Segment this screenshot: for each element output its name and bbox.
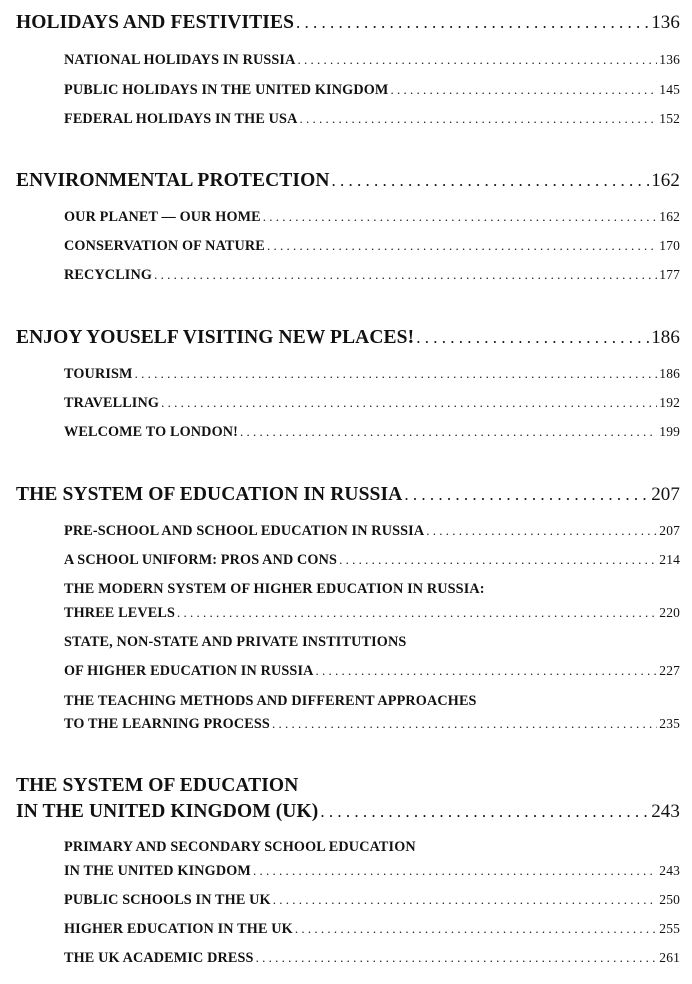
page-number: 243 (659, 863, 680, 878)
entry-title-line1[interactable]: STATE, NON-STATE AND PRIVATE INSTITUTIONS (64, 634, 407, 650)
page-number: 186 (651, 327, 680, 348)
chapter-title: HOLIDAYS AND FESTIVITIES (16, 12, 295, 33)
dot-leader (390, 82, 657, 98)
toc-entry[interactable] (64, 523, 680, 540)
dot-leader (154, 267, 657, 283)
dot-leader (296, 13, 649, 33)
page-number: 170 (659, 238, 680, 253)
entry-title: PUBLIC HOLIDAYS IN THE UNITED KINGDOM (64, 82, 389, 98)
toc-entry[interactable] (64, 950, 680, 967)
chapter-title: IN THE UNITED KINGDOM (UK) (16, 801, 319, 822)
page-number: 152 (659, 111, 680, 126)
chapter-title: ENJOY YOUSELF VISITING NEW PLACES! (16, 327, 415, 348)
toc-entry[interactable] (64, 424, 680, 441)
page-number: 136 (651, 12, 680, 33)
dot-leader (272, 716, 657, 732)
page-number: 207 (659, 523, 680, 538)
toc-chapter-entry[interactable] (16, 484, 680, 506)
entry-title: IN THE UNITED KINGDOM (64, 863, 251, 879)
dot-leader (273, 892, 658, 908)
page-number: 235 (659, 716, 680, 731)
entry-title: PRE-SCHOOL AND SCHOOL EDUCATION IN RUSSIA (64, 523, 425, 539)
toc-chapter-entry[interactable] (16, 801, 680, 823)
page-number: 255 (659, 921, 680, 936)
toc-entry[interactable] (64, 716, 680, 733)
dot-leader (161, 395, 657, 411)
toc-entry[interactable] (64, 82, 680, 99)
dot-leader (177, 605, 657, 621)
entry-title: WELCOME TO LONDON! (64, 424, 239, 440)
page-number: 220 (659, 605, 680, 620)
dot-leader (426, 523, 657, 539)
entry-title-line1[interactable]: PRIMARY AND SECONDARY SCHOOL EDUCATION (64, 839, 416, 855)
dot-leader (332, 171, 650, 191)
dot-leader (298, 52, 658, 68)
toc-entry[interactable] (64, 111, 680, 128)
entry-title-line1[interactable]: THE MODERN SYSTEM OF HIGHER EDUCATION IN RUSSIA: (64, 581, 485, 597)
dot-leader (416, 328, 649, 348)
dot-leader (267, 238, 657, 254)
entry-title-line1[interactable]: THE TEACHING METHODS AND DIFFERENT APPROACHES (64, 693, 477, 709)
dot-leader (263, 209, 658, 225)
toc-entry[interactable] (64, 663, 680, 680)
page-number: 199 (659, 424, 680, 439)
page-number: 261 (659, 950, 680, 965)
toc-entry[interactable] (64, 892, 680, 909)
toc-entry[interactable] (64, 605, 680, 622)
entry-title: CONSERVATION OF NATURE (64, 238, 265, 254)
toc-chapter-entry[interactable] (16, 12, 680, 34)
dot-leader (256, 950, 658, 966)
entry-title: TOURISM (64, 366, 133, 382)
toc-entry[interactable] (64, 238, 680, 255)
toc-entry[interactable] (64, 921, 680, 938)
page-number: 243 (651, 801, 680, 822)
toc-chapter-entry[interactable] (16, 170, 680, 192)
dot-leader (316, 663, 658, 679)
dot-leader (339, 552, 657, 568)
chapter-title-line1[interactable]: THE SYSTEM OF EDUCATION (16, 775, 299, 796)
toc-entry[interactable] (64, 395, 680, 412)
toc-entry[interactable] (64, 209, 680, 226)
chapter-title: ENVIRONMENTAL PROTECTION (16, 170, 330, 191)
entry-title: THE UK ACADEMIC DRESS (64, 950, 254, 966)
dot-leader (295, 921, 657, 937)
page-number: 145 (659, 82, 680, 97)
entry-title: HIGHER EDUCATION IN THE UK (64, 921, 293, 937)
page-number: 186 (659, 366, 680, 381)
page-number: 136 (659, 52, 680, 67)
entry-title: FEDERAL HOLIDAYS IN THE USA (64, 111, 298, 127)
entry-title: THREE LEVELS (64, 605, 176, 621)
dot-leader (253, 863, 657, 879)
chapter-title: THE SYSTEM OF EDUCATION IN RUSSIA (16, 484, 403, 505)
entry-title: OF HIGHER EDUCATION IN RUSSIA (64, 663, 314, 679)
toc-entry[interactable] (64, 552, 680, 569)
page-number: 207 (651, 484, 680, 505)
toc-chapter-entry[interactable] (16, 327, 680, 349)
entry-title: PUBLIC SCHOOLS IN THE UK (64, 892, 271, 908)
toc-entry[interactable] (64, 863, 680, 880)
toc-entry[interactable] (64, 366, 680, 383)
page-number: 162 (659, 209, 680, 224)
toc-entry[interactable] (64, 267, 680, 284)
entry-title: TRAVELLING (64, 395, 160, 411)
dot-leader (299, 111, 657, 127)
dot-leader (404, 485, 649, 505)
toc-entry[interactable] (64, 52, 680, 69)
entry-title: A SCHOOL UNIFORM: PROS AND CONS (64, 552, 338, 568)
page-number: 192 (659, 395, 680, 410)
page-number: 162 (651, 170, 680, 191)
entry-title: OUR PLANET — OUR HOME (64, 209, 261, 225)
dot-leader (240, 424, 657, 440)
page-number: 214 (659, 552, 680, 567)
page-number: 177 (659, 267, 680, 282)
dot-leader (135, 366, 658, 382)
page-number: 227 (659, 663, 680, 678)
page-number: 250 (659, 892, 680, 907)
entry-title: RECYCLING (64, 267, 153, 283)
dot-leader (320, 802, 649, 822)
entry-title: NATIONAL HOLIDAYS IN RUSSIA (64, 52, 296, 68)
entry-title: TO THE LEARNING PROCESS (64, 716, 270, 732)
